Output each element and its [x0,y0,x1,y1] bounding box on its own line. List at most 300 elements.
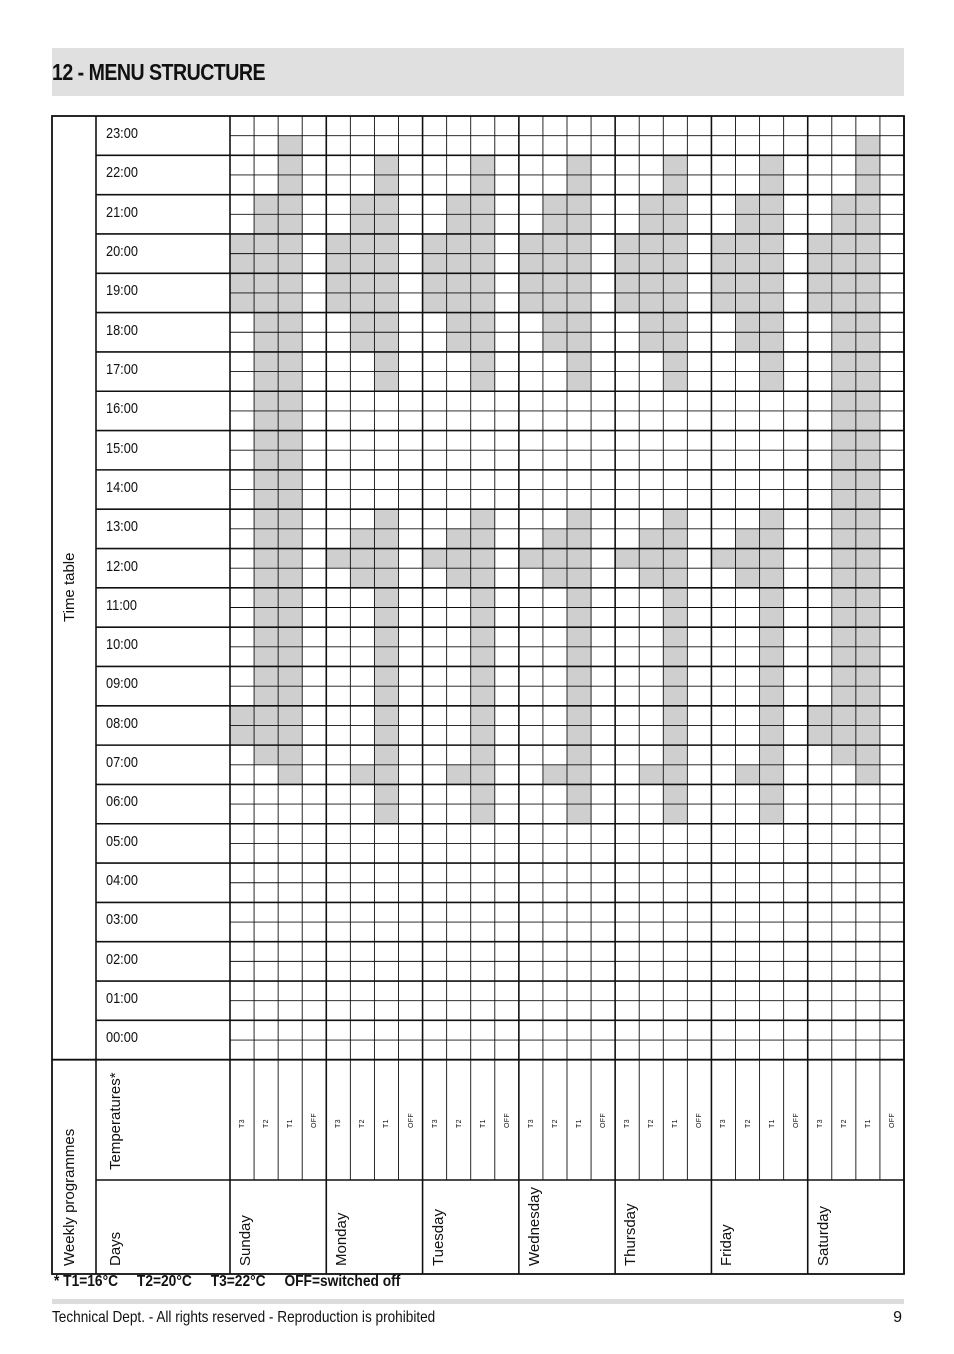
slot-sunday-t2-37 [254,313,278,333]
slot-thursday-t1-35 [663,352,687,372]
slot-tuesday-t2-37 [447,313,471,333]
slot-sunday-t2-36 [254,332,278,352]
slot-saturday-t2-28 [832,490,856,510]
slot-friday-t3-40 [711,254,735,274]
slot-tuesday-t2-36 [447,332,471,352]
slot-saturday-t2-42 [832,214,856,234]
slot-thursday-t2-24 [639,568,663,588]
slot-monday-t1-38 [374,293,398,313]
slot-saturday-t3-39 [808,273,832,293]
slot-tuesday-t2-24 [447,568,471,588]
slot-friday-t2-39 [736,273,760,293]
slot-saturday-t2-38 [832,293,856,313]
slot-sunday-t2-39 [254,273,278,293]
slot-sunday-t2-43 [254,195,278,215]
slot-saturday-t1-18 [856,686,880,706]
slot-wednesday-t1-35 [567,352,591,372]
slot-saturday-t1-38 [856,293,880,313]
slot-friday-t2-43 [736,195,760,215]
slot-monday-t1-24 [374,568,398,588]
time-label-0700: 07:00 [106,754,138,772]
slot-sunday-t1-43 [278,195,302,215]
time-label-0500: 05:00 [106,832,138,850]
slot-thursday-t3-41 [615,234,639,254]
temp-code-tuesday-off: OFF [503,1113,511,1128]
slot-thursday-t1-12 [663,804,687,824]
slot-wednesday-t1-40 [567,254,591,274]
slot-monday-t2-41 [350,234,374,254]
slot-tuesday-t3-40 [423,254,447,274]
slot-monday-t1-20 [374,647,398,667]
slot-wednesday-t1-16 [567,725,591,745]
slot-saturday-t2-23 [832,588,856,608]
slot-monday-t3-40 [326,254,350,274]
temp-code-friday-off: OFF [792,1113,800,1128]
slot-sunday-t1-17 [278,706,302,726]
slot-saturday-t2-22 [832,608,856,628]
slot-wednesday-t1-34 [567,372,591,392]
slot-tuesday-t1-36 [471,332,495,352]
slot-saturday-t3-41 [808,234,832,254]
slot-sunday-t2-27 [254,509,278,529]
slot-sunday-t1-15 [278,745,302,765]
slot-friday-t1-19 [760,666,784,686]
slot-saturday-t2-24 [832,568,856,588]
slot-sunday-t1-16 [278,725,302,745]
slot-wednesday-t1-14 [567,765,591,785]
slot-thursday-t1-17 [663,706,687,726]
temp-code-sunday-t1: T1 [287,1119,295,1128]
slot-monday-t2-40 [350,254,374,274]
slot-thursday-t1-41 [663,234,687,254]
slot-sunday-t1-40 [278,254,302,274]
slot-sunday-t1-39 [278,273,302,293]
slot-sunday-t3-16 [230,725,254,745]
slot-tuesday-t1-40 [471,254,495,274]
slot-saturday-t2-32 [832,411,856,431]
slot-sunday-t1-20 [278,647,302,667]
slot-thursday-t2-38 [639,293,663,313]
slot-thursday-t1-24 [663,568,687,588]
slot-friday-t1-27 [760,509,784,529]
slot-tuesday-t1-43 [471,195,495,215]
slot-sunday-t1-18 [278,686,302,706]
slot-thursday-t1-27 [663,509,687,529]
slot-thursday-t2-26 [639,529,663,549]
slot-friday-t1-35 [760,352,784,372]
slot-saturday-t1-16 [856,725,880,745]
slot-wednesday-t2-37 [543,313,567,333]
slot-thursday-t2-43 [639,195,663,215]
slot-sunday-t2-32 [254,411,278,431]
temp-code-sunday-off: OFF [311,1113,319,1128]
slot-monday-t3-25 [326,549,350,569]
slot-monday-t1-39 [374,273,398,293]
slot-wednesday-t1-20 [567,647,591,667]
slot-friday-t1-39 [760,273,784,293]
time-label-1300: 13:00 [106,518,138,536]
slot-saturday-t2-26 [832,529,856,549]
time-label-1700: 17:00 [106,360,138,378]
slot-saturday-t2-31 [832,431,856,451]
days-row-label: Days [107,1231,124,1266]
slot-sunday-t1-42 [278,214,302,234]
slot-sunday-t2-26 [254,529,278,549]
slot-sunday-t1-24 [278,568,302,588]
slot-wednesday-t1-36 [567,332,591,352]
slot-monday-t3-41 [326,234,350,254]
slot-thursday-t2-14 [639,765,663,785]
temp-code-monday-off: OFF [407,1113,415,1128]
slot-saturday-t1-23 [856,588,880,608]
slot-sunday-t2-41 [254,234,278,254]
slot-sunday-t1-33 [278,391,302,411]
slot-monday-t1-13 [374,784,398,804]
slot-saturday-t3-17 [808,706,832,726]
temp-code-thursday-t2: T2 [648,1119,656,1128]
slot-thursday-t1-44 [663,175,687,195]
slot-tuesday-t1-27 [471,509,495,529]
slot-sunday-t2-20 [254,647,278,667]
slot-wednesday-t2-25 [543,549,567,569]
slot-saturday-t1-22 [856,608,880,628]
slot-saturday-t1-31 [856,431,880,451]
time-label-1200: 12:00 [106,557,138,575]
temp-code-monday-t2: T2 [359,1119,367,1128]
legend-t3: T3=22°C [210,1273,266,1290]
slot-sunday-t2-28 [254,490,278,510]
legend-t1: * T1=16°C [54,1273,119,1290]
slot-friday-t1-45 [760,155,784,175]
slot-wednesday-t1-15 [567,745,591,765]
slot-saturday-t2-21 [832,627,856,647]
slot-sunday-t2-24 [254,568,278,588]
slot-friday-t2-25 [736,549,760,569]
temp-code-monday-t1: T1 [383,1119,391,1128]
slot-sunday-t2-33 [254,391,278,411]
slot-saturday-t1-17 [856,706,880,726]
slot-tuesday-t1-12 [471,804,495,824]
temp-code-tuesday-t3: T3 [431,1119,439,1128]
slot-sunday-t2-22 [254,608,278,628]
slot-sunday-t2-23 [254,588,278,608]
day-label-wednesday: Wednesday [525,1187,543,1266]
slot-monday-t2-26 [350,529,374,549]
section-time-table-label: Time table [61,552,78,622]
slot-saturday-t1-25 [856,549,880,569]
slot-wednesday-t2-39 [543,273,567,293]
slot-monday-t1-21 [374,627,398,647]
time-label-0100: 01:00 [106,990,138,1008]
slot-monday-t1-23 [374,588,398,608]
temperature-legend [54,1273,419,1291]
slot-wednesday-t1-19 [567,666,591,686]
slot-sunday-t1-36 [278,332,302,352]
slot-sunday-t2-34 [254,372,278,392]
slot-tuesday-t1-34 [471,372,495,392]
slot-sunday-t2-25 [254,549,278,569]
slot-thursday-t1-38 [663,293,687,313]
slot-tuesday-t2-39 [447,273,471,293]
slot-friday-t3-38 [711,293,735,313]
slot-sunday-t1-45 [278,155,302,175]
slot-tuesday-t1-24 [471,568,495,588]
slot-sunday-t1-21 [278,627,302,647]
slot-tuesday-t1-37 [471,313,495,333]
slot-monday-t1-44 [374,175,398,195]
slot-monday-t2-43 [350,195,374,215]
slot-friday-t1-36 [760,332,784,352]
slot-thursday-t2-25 [639,549,663,569]
slot-sunday-t2-29 [254,470,278,490]
slot-thursday-t1-45 [663,155,687,175]
slot-sunday-t2-38 [254,293,278,313]
slot-thursday-t1-40 [663,254,687,274]
slot-thursday-t3-38 [615,293,639,313]
slot-wednesday-t2-24 [543,568,567,588]
slot-friday-t1-40 [760,254,784,274]
slot-thursday-t1-14 [663,765,687,785]
slot-friday-t1-13 [760,784,784,804]
slot-sunday-t1-27 [278,509,302,529]
time-label-1800: 18:00 [106,321,138,339]
slot-wednesday-t3-38 [519,293,543,313]
slot-sunday-t3-40 [230,254,254,274]
slot-sunday-t3-38 [230,293,254,313]
temp-code-thursday-off: OFF [696,1113,704,1128]
time-label-0000: 00:00 [106,1029,138,1047]
time-label-0600: 06:00 [106,793,138,811]
slot-wednesday-t2-26 [543,529,567,549]
slot-saturday-t1-39 [856,273,880,293]
temp-code-saturday-t2: T2 [840,1119,848,1128]
slot-wednesday-t1-37 [567,313,591,333]
slot-sunday-t2-31 [254,431,278,451]
slot-friday-t1-41 [760,234,784,254]
temp-code-saturday-off: OFF [888,1113,896,1128]
slot-monday-t1-34 [374,372,398,392]
slot-thursday-t1-19 [663,666,687,686]
slot-wednesday-t1-24 [567,568,591,588]
slot-tuesday-t2-42 [447,214,471,234]
time-label-1500: 15:00 [106,439,138,457]
slot-wednesday-t3-25 [519,549,543,569]
slot-wednesday-t2-41 [543,234,567,254]
slot-sunday-t1-29 [278,470,302,490]
slot-saturday-t2-25 [832,549,856,569]
slot-thursday-t2-42 [639,214,663,234]
slot-sunday-t2-40 [254,254,278,274]
slot-monday-t1-19 [374,666,398,686]
slot-saturday-t1-43 [856,195,880,215]
slot-sunday-t1-31 [278,431,302,451]
slot-monday-t2-14 [350,765,374,785]
slot-monday-t1-45 [374,155,398,175]
time-label-2000: 20:00 [106,242,138,260]
slot-tuesday-t2-40 [447,254,471,274]
temp-code-tuesday-t1: T1 [479,1119,487,1128]
slot-tuesday-t1-19 [471,666,495,686]
slot-wednesday-t3-41 [519,234,543,254]
time-label-0800: 08:00 [106,714,138,732]
slot-monday-t1-18 [374,686,398,706]
slot-saturday-t2-30 [832,450,856,470]
slot-saturday-t1-15 [856,745,880,765]
day-label-saturday: Saturday [814,1205,832,1266]
temp-code-wednesday-t3: T3 [527,1119,535,1128]
slot-sunday-t3-17 [230,706,254,726]
slot-sunday-t1-25 [278,549,302,569]
slot-saturday-t1-33 [856,391,880,411]
slot-saturday-t2-17 [832,706,856,726]
slot-thursday-t3-39 [615,273,639,293]
slot-monday-t2-37 [350,313,374,333]
slot-sunday-t1-26 [278,529,302,549]
slot-thursday-t1-43 [663,195,687,215]
slot-monday-t1-16 [374,725,398,745]
slot-monday-t1-36 [374,332,398,352]
slot-sunday-t2-19 [254,666,278,686]
slot-sunday-t2-15 [254,745,278,765]
slot-friday-t1-34 [760,372,784,392]
slot-monday-t2-38 [350,293,374,313]
slot-friday-t1-17 [760,706,784,726]
slot-thursday-t1-18 [663,686,687,706]
slot-saturday-t2-35 [832,352,856,372]
slot-friday-t1-25 [760,549,784,569]
slot-thursday-t1-13 [663,784,687,804]
footer-copyright: Technical Dept. - All rights reserved - Reproduction is prohibited [52,1309,436,1326]
legend-t2: T2=20°C [136,1273,192,1290]
slot-sunday-t2-18 [254,686,278,706]
slot-friday-t2-42 [736,214,760,234]
slot-monday-t2-25 [350,549,374,569]
time-label-1000: 10:00 [106,636,138,654]
slot-monday-t3-38 [326,293,350,313]
temp-code-wednesday-t1: T1 [576,1119,583,1128]
slot-sunday-t1-22 [278,608,302,628]
slot-saturday-t3-38 [808,293,832,313]
slot-sunday-t1-19 [278,666,302,686]
slot-tuesday-t1-17 [471,706,495,726]
slot-thursday-t1-36 [663,332,687,352]
slot-tuesday-t3-39 [423,273,447,293]
day-label-thursday: Thursday [622,1203,640,1266]
slot-wednesday-t3-39 [519,273,543,293]
slot-saturday-t2-39 [832,273,856,293]
slot-tuesday-t1-26 [471,529,495,549]
slot-thursday-t1-23 [663,588,687,608]
slot-sunday-t2-21 [254,627,278,647]
slot-tuesday-t1-22 [471,608,495,628]
slot-tuesday-t1-45 [471,155,495,175]
slot-saturday-t2-16 [832,725,856,745]
slot-monday-t1-43 [374,195,398,215]
slot-friday-t1-12 [760,804,784,824]
time-label-0400: 04:00 [106,872,138,890]
slot-tuesday-t1-20 [471,647,495,667]
slot-wednesday-t2-42 [543,214,567,234]
slot-thursday-t1-16 [663,725,687,745]
slot-wednesday-t1-39 [567,273,591,293]
slot-saturday-t1-34 [856,372,880,392]
slot-saturday-t2-36 [832,332,856,352]
slot-thursday-t1-37 [663,313,687,333]
slot-friday-t1-37 [760,313,784,333]
slot-wednesday-t1-25 [567,549,591,569]
slot-friday-t1-15 [760,745,784,765]
slot-monday-t1-42 [374,214,398,234]
slot-tuesday-t1-39 [471,273,495,293]
slot-saturday-t1-27 [856,509,880,529]
slot-tuesday-t2-14 [447,765,471,785]
slot-tuesday-t2-41 [447,234,471,254]
slot-saturday-t1-37 [856,313,880,333]
slot-tuesday-t2-38 [447,293,471,313]
slot-tuesday-t3-41 [423,234,447,254]
temp-code-friday-t2: T2 [744,1119,752,1128]
slot-monday-t1-35 [374,352,398,372]
slot-sunday-t3-39 [230,273,254,293]
slot-saturday-t1-32 [856,411,880,431]
slot-thursday-t3-40 [615,254,639,274]
time-label-2300: 23:00 [106,125,138,142]
slot-saturday-t3-40 [808,254,832,274]
slot-thursday-t1-25 [663,549,687,569]
slot-saturday-t1-26 [856,529,880,549]
slot-saturday-t1-44 [856,175,880,195]
slot-friday-t2-26 [736,529,760,549]
slot-wednesday-t1-42 [567,214,591,234]
slot-thursday-t2-41 [639,234,663,254]
slot-thursday-t1-42 [663,214,687,234]
slot-thursday-t2-37 [639,313,663,333]
slot-monday-t2-36 [350,332,374,352]
slot-saturday-t1-24 [856,568,880,588]
slot-monday-t1-22 [374,608,398,628]
slot-thursday-t3-25 [615,549,639,569]
slot-thursday-t1-26 [663,529,687,549]
slot-sunday-t1-37 [278,313,302,333]
slot-saturday-t2-18 [832,686,856,706]
slot-sunday-t1-44 [278,175,302,195]
time-label-0200: 02:00 [106,950,138,968]
slot-saturday-t2-40 [832,254,856,274]
temperatures-row-label: Temperatures* [107,1072,124,1170]
slot-monday-t2-24 [350,568,374,588]
temp-code-thursday-t1: T1 [672,1119,680,1128]
slot-tuesday-t1-25 [471,549,495,569]
slot-wednesday-t2-14 [543,765,567,785]
slot-monday-t1-12 [374,804,398,824]
time-label-2200: 22:00 [106,164,138,182]
slot-wednesday-t1-13 [567,784,591,804]
slot-sunday-t1-34 [278,372,302,392]
slot-friday-t1-14 [760,765,784,785]
temp-code-sunday-t2: T2 [263,1119,271,1128]
slot-saturday-t1-28 [856,490,880,510]
temp-code-monday-t3: T3 [335,1119,343,1128]
slot-saturday-t1-19 [856,666,880,686]
slot-wednesday-t2-40 [543,254,567,274]
slot-saturday-t1-42 [856,214,880,234]
slot-sunday-t1-14 [278,765,302,785]
slot-saturday-t1-46 [856,136,880,156]
slot-saturday-t2-41 [832,234,856,254]
slot-saturday-t1-29 [856,470,880,490]
temp-code-friday-t1: T1 [768,1119,776,1128]
slot-sunday-t2-16 [254,725,278,745]
